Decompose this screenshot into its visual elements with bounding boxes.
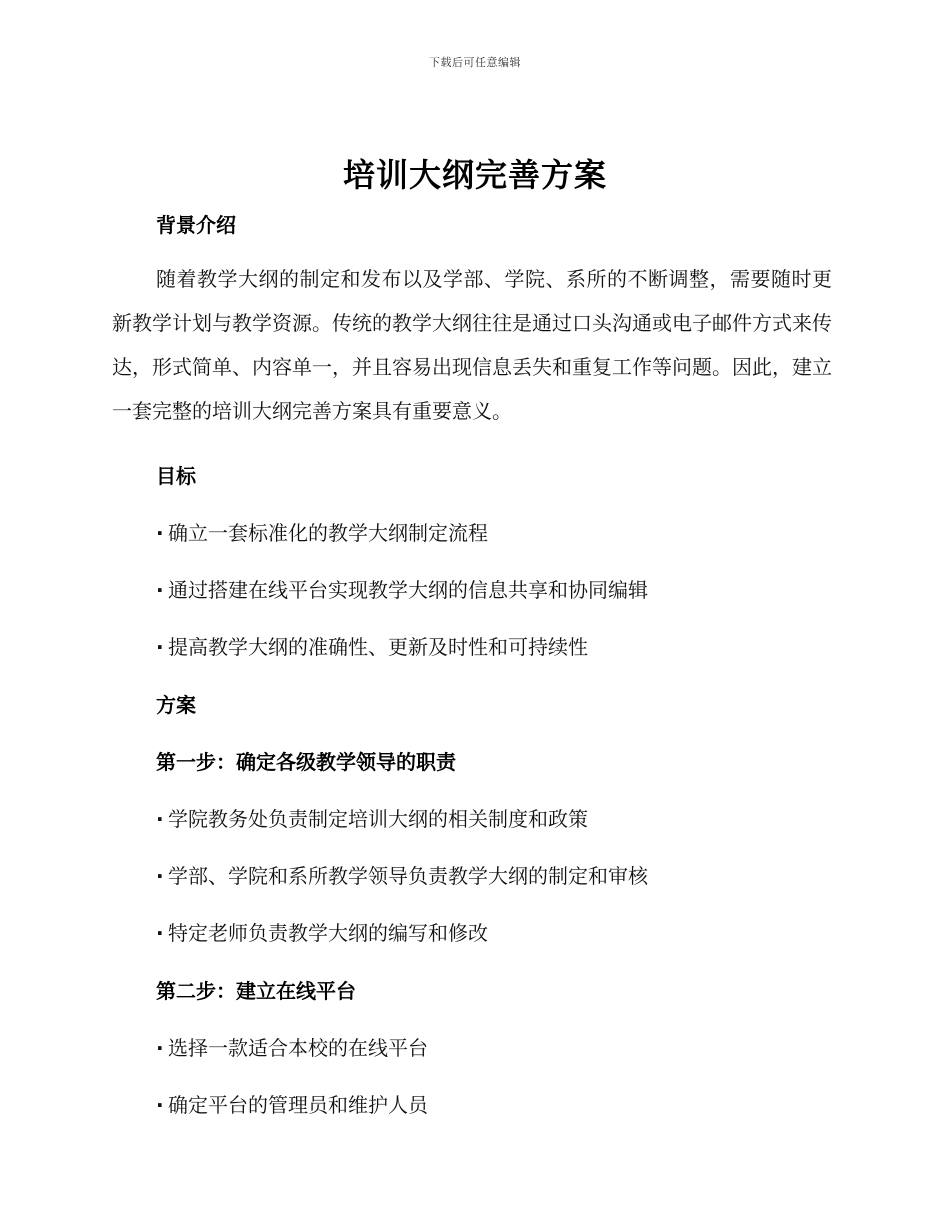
section-heading-background: 背景介绍 [156, 213, 236, 237]
step1-item [156, 860, 648, 889]
step1-heading: 第一步：确定各级教学领导的职责 [156, 750, 456, 774]
bullet-dot: · [156, 807, 164, 831]
step2-item-text: 确定平台的管理员和维护人员 [168, 1093, 428, 1117]
bullet-dot: · [156, 864, 164, 888]
bullet-dot: · [156, 578, 164, 602]
goal-item [156, 574, 648, 603]
bullet-dot: · [156, 635, 164, 659]
section-heading-plan: 方案 [156, 693, 196, 717]
header-note: 下载后可任意编辑 [429, 56, 521, 69]
bullet-dot: · [156, 921, 164, 945]
step2-item [156, 1032, 428, 1061]
goal-item-text: 确立一套标准化的教学大纲制定流程 [168, 521, 488, 545]
step2-item-text: 选择一款适合本校的在线平台 [168, 1036, 428, 1060]
step1-item-text: 学院教务处负责制定培训大纲的相关制度和政策 [168, 807, 588, 831]
bullet-dot: · [156, 521, 164, 545]
goal-item-text: 提高教学大纲的准确性、更新及时性和可持续性 [168, 635, 588, 659]
goal-item [156, 631, 588, 660]
section-heading-goals: 目标 [156, 464, 196, 488]
page-title: 培训大纲完善方案 [342, 156, 607, 194]
step2-heading: 第二步：建立在线平台 [156, 979, 356, 1003]
step1-item [156, 917, 488, 946]
step1-item-text: 学部、学院和系所教学领导负责教学大纲的制定和审核 [168, 864, 648, 888]
goal-item [156, 517, 488, 546]
bullet-dot: · [156, 1036, 164, 1060]
bullet-dot: · [156, 1093, 164, 1117]
step1-item-text: 特定老师负责教学大纲的编写和修改 [168, 921, 488, 945]
step2-item [156, 1089, 428, 1118]
goal-item-text: 通过搭建在线平台实现教学大纲的信息共享和协同编辑 [168, 578, 648, 602]
background-paragraph: 随着教学大纲的制定和发布以及学部、学院、系所的不断调整，需要随时更新教学计划与教学资源。传统的教学大纲往往是通过口头沟通或电子邮件方式来传达，形式简单、内容单一，并且容易出现信息丢失和重复工作等问题。因此，建立一套完整的培训大纲完善方案具有重要意义。 [112, 267, 832, 423]
step1-item [156, 803, 588, 832]
